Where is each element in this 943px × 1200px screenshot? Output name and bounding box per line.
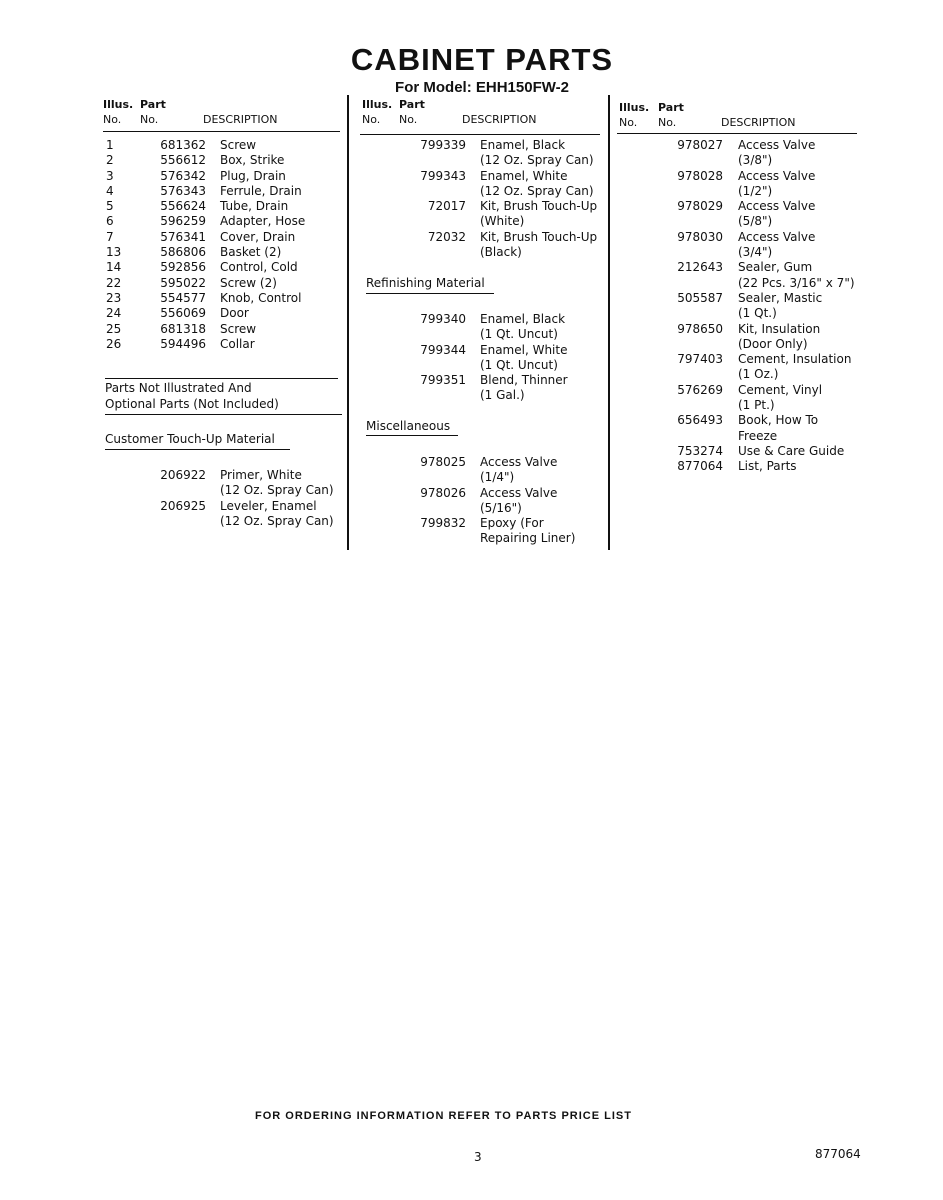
part-description-detail: Freeze xyxy=(738,428,778,443)
part-description: Access Valve xyxy=(738,138,816,152)
illus-number: 1 xyxy=(106,138,114,152)
part-number: 595022 xyxy=(160,275,206,290)
ordering-note: FOR ORDERING INFORMATION REFER TO PARTS PRICE LIST xyxy=(255,1110,632,1122)
illus-number: 4 xyxy=(106,183,114,198)
page-number: 3 xyxy=(474,1150,482,1164)
part-number: 576343 xyxy=(160,183,206,198)
header-no: No. xyxy=(362,113,381,126)
part-number: 576341 xyxy=(160,229,206,244)
header-illus: Illus. xyxy=(362,98,393,111)
part-description-detail: (1 Qt.) xyxy=(738,306,777,321)
part-description: Screw xyxy=(220,321,257,336)
part-description: Access Valve xyxy=(480,455,558,469)
part-number: 978650 xyxy=(677,321,723,336)
part-description-detail: (1 Gal.) xyxy=(480,388,525,403)
part-number: 206922 xyxy=(160,468,206,482)
part-description: Plug, Drain xyxy=(220,168,286,183)
part-description: Collar xyxy=(220,336,255,351)
part-number: 978027 xyxy=(677,138,723,152)
part-description: Kit, Insulation xyxy=(738,321,821,336)
illus-number: 24 xyxy=(106,306,122,321)
part-description: Access Valve xyxy=(738,199,816,214)
part-number: 978026 xyxy=(420,485,466,500)
part-number: 72032 xyxy=(427,229,466,244)
header-part-no: No. xyxy=(140,113,159,126)
part-number: 799351 xyxy=(420,373,466,388)
illus-number: 6 xyxy=(106,214,114,229)
part-description: Tube, Drain xyxy=(220,199,289,214)
not-illustrated-heading-line1: Parts Not Illustrated And xyxy=(105,381,252,395)
part-description: Screw xyxy=(220,138,257,152)
illus-number: 3 xyxy=(106,168,114,183)
part-number: 556069 xyxy=(160,306,206,321)
part-number: 681318 xyxy=(160,321,206,336)
part-number: 797403 xyxy=(677,352,723,367)
part-number: 799339 xyxy=(420,138,466,152)
part-description: Primer, White xyxy=(220,468,302,482)
column-header-3 xyxy=(619,100,796,130)
part-description-detail: (3/4") xyxy=(738,245,773,260)
part-number: 505587 xyxy=(677,290,723,305)
part-description: Book, How To xyxy=(738,413,819,428)
column-divider xyxy=(347,95,349,550)
header-no: No. xyxy=(103,113,122,126)
part-description-detail: (12 Oz. Spray Can) xyxy=(480,153,594,168)
part-description-detail: (1 Qt. Uncut) xyxy=(480,327,558,342)
document-number: 877064 xyxy=(815,1147,861,1161)
column-header-2 xyxy=(362,97,537,127)
part-number: 978025 xyxy=(420,455,466,469)
part-number: 72017 xyxy=(427,199,466,214)
part-description: Kit, Brush Touch-Up xyxy=(480,199,598,214)
part-description-detail: (1/2") xyxy=(738,183,773,198)
illus-number: 14 xyxy=(106,260,122,275)
part-description-detail: Repairing Liner) xyxy=(480,531,576,546)
part-description: List, Parts xyxy=(738,459,797,474)
header-part: Part xyxy=(399,98,425,111)
part-number: 978028 xyxy=(677,168,723,183)
part-description: Box, Strike xyxy=(220,153,285,168)
header-part-no: No. xyxy=(658,116,677,129)
part-description: Control, Cold xyxy=(220,260,298,275)
part-description: Adapter, Hose xyxy=(220,214,306,229)
part-description: Enamel, Black xyxy=(480,312,566,326)
part-number: 592856 xyxy=(160,260,206,275)
part-description: Leveler, Enamel xyxy=(220,498,317,513)
part-description-detail: (5/8") xyxy=(738,214,773,229)
part-description-detail: (22 Pcs. 3/16" x 7") xyxy=(738,275,855,290)
part-description-detail: (Door Only) xyxy=(738,336,808,351)
not-illustrated-heading-line2: Optional Parts (Not Included) xyxy=(105,397,279,411)
header-description: DESCRIPTION xyxy=(462,113,537,126)
part-description: Access Valve xyxy=(738,229,816,244)
illus-number: 26 xyxy=(106,336,122,351)
part-number: 576342 xyxy=(160,168,206,183)
part-number: 556624 xyxy=(160,199,206,214)
part-number: 212643 xyxy=(677,260,723,275)
header-part-no: No. xyxy=(399,113,418,126)
column-header-1 xyxy=(103,97,278,127)
part-description-detail: (12 Oz. Spray Can) xyxy=(220,513,334,528)
part-description: Screw (2) xyxy=(220,275,277,290)
part-description: Sealer, Gum xyxy=(738,260,813,275)
part-description: Cement, Vinyl xyxy=(738,382,823,397)
part-description: Door xyxy=(220,306,249,321)
illus-number: 7 xyxy=(106,229,114,244)
part-number: 656493 xyxy=(677,413,723,428)
illus-number: 13 xyxy=(106,245,122,260)
part-description: Ferrule, Drain xyxy=(220,183,302,198)
part-number: 877064 xyxy=(677,459,723,474)
illus-number: 25 xyxy=(106,321,122,336)
part-number: 206925 xyxy=(160,498,206,513)
part-description: Access Valve xyxy=(480,485,558,500)
part-description-detail: (Black) xyxy=(480,245,522,260)
part-description-detail: (1 Pt.) xyxy=(738,398,775,413)
header-no: No. xyxy=(619,116,638,129)
column-divider xyxy=(608,95,610,550)
part-description-detail: (1 Oz.) xyxy=(738,367,779,382)
page-title: CABINET PARTS xyxy=(350,42,614,77)
part-description-detail: (3/8") xyxy=(738,153,773,168)
part-description-detail: (5/16") xyxy=(480,500,522,515)
header-part: Part xyxy=(658,101,684,114)
part-number: 799344 xyxy=(420,342,466,357)
part-description: Enamel, White xyxy=(480,342,568,357)
part-description: Enamel, White xyxy=(480,168,568,183)
part-number: 681362 xyxy=(160,138,206,152)
part-number: 576269 xyxy=(677,382,723,397)
part-description: Kit, Brush Touch-Up xyxy=(480,229,598,244)
part-number: 978029 xyxy=(677,199,723,214)
part-description: Use & Care Guide xyxy=(738,443,845,458)
part-number: 596259 xyxy=(160,214,206,229)
part-number: 586806 xyxy=(160,245,206,260)
illus-number: 22 xyxy=(106,275,122,290)
part-description: Cement, Insulation xyxy=(738,352,852,367)
header-description: DESCRIPTION xyxy=(721,116,796,129)
part-description: Sealer, Mastic xyxy=(738,290,823,305)
part-number: 556612 xyxy=(160,153,206,168)
part-number: 753274 xyxy=(677,443,723,458)
part-description: Enamel, Black xyxy=(480,138,566,152)
part-description: Basket (2) xyxy=(220,245,282,260)
part-description: Knob, Control xyxy=(220,290,302,305)
header-part: Part xyxy=(140,98,166,111)
illus-number: 2 xyxy=(106,153,114,168)
part-description: Epoxy (For xyxy=(480,516,544,531)
miscellaneous-heading: Miscellaneous xyxy=(366,419,451,433)
part-description-detail: (12 Oz. Spray Can) xyxy=(480,183,594,198)
part-description-detail: (1 Qt. Uncut) xyxy=(480,357,558,372)
part-description-detail: (1/4") xyxy=(480,470,515,485)
part-number: 799343 xyxy=(420,168,466,183)
part-number: 799340 xyxy=(420,312,466,326)
header-illus: Illus. xyxy=(619,101,650,114)
model-subtitle: For Model: EHH150FW-2 xyxy=(395,79,569,96)
header-illus: Illus. xyxy=(103,98,134,111)
part-description: Access Valve xyxy=(738,168,816,183)
part-description: Cover, Drain xyxy=(220,229,296,244)
part-description: Blend, Thinner xyxy=(480,373,568,388)
touchup-heading: Customer Touch-Up Material xyxy=(105,432,275,446)
part-description-detail: (White) xyxy=(480,214,525,229)
refinishing-heading: Refinishing Material xyxy=(366,276,485,290)
part-number: 594496 xyxy=(160,336,206,351)
part-number: 554577 xyxy=(160,290,206,305)
illus-number: 5 xyxy=(106,199,114,214)
part-number: 978030 xyxy=(677,229,723,244)
header-description: DESCRIPTION xyxy=(203,113,278,126)
part-number: 799832 xyxy=(420,516,466,531)
illus-number: 23 xyxy=(106,290,122,305)
part-description-detail: (12 Oz. Spray Can) xyxy=(220,483,334,498)
